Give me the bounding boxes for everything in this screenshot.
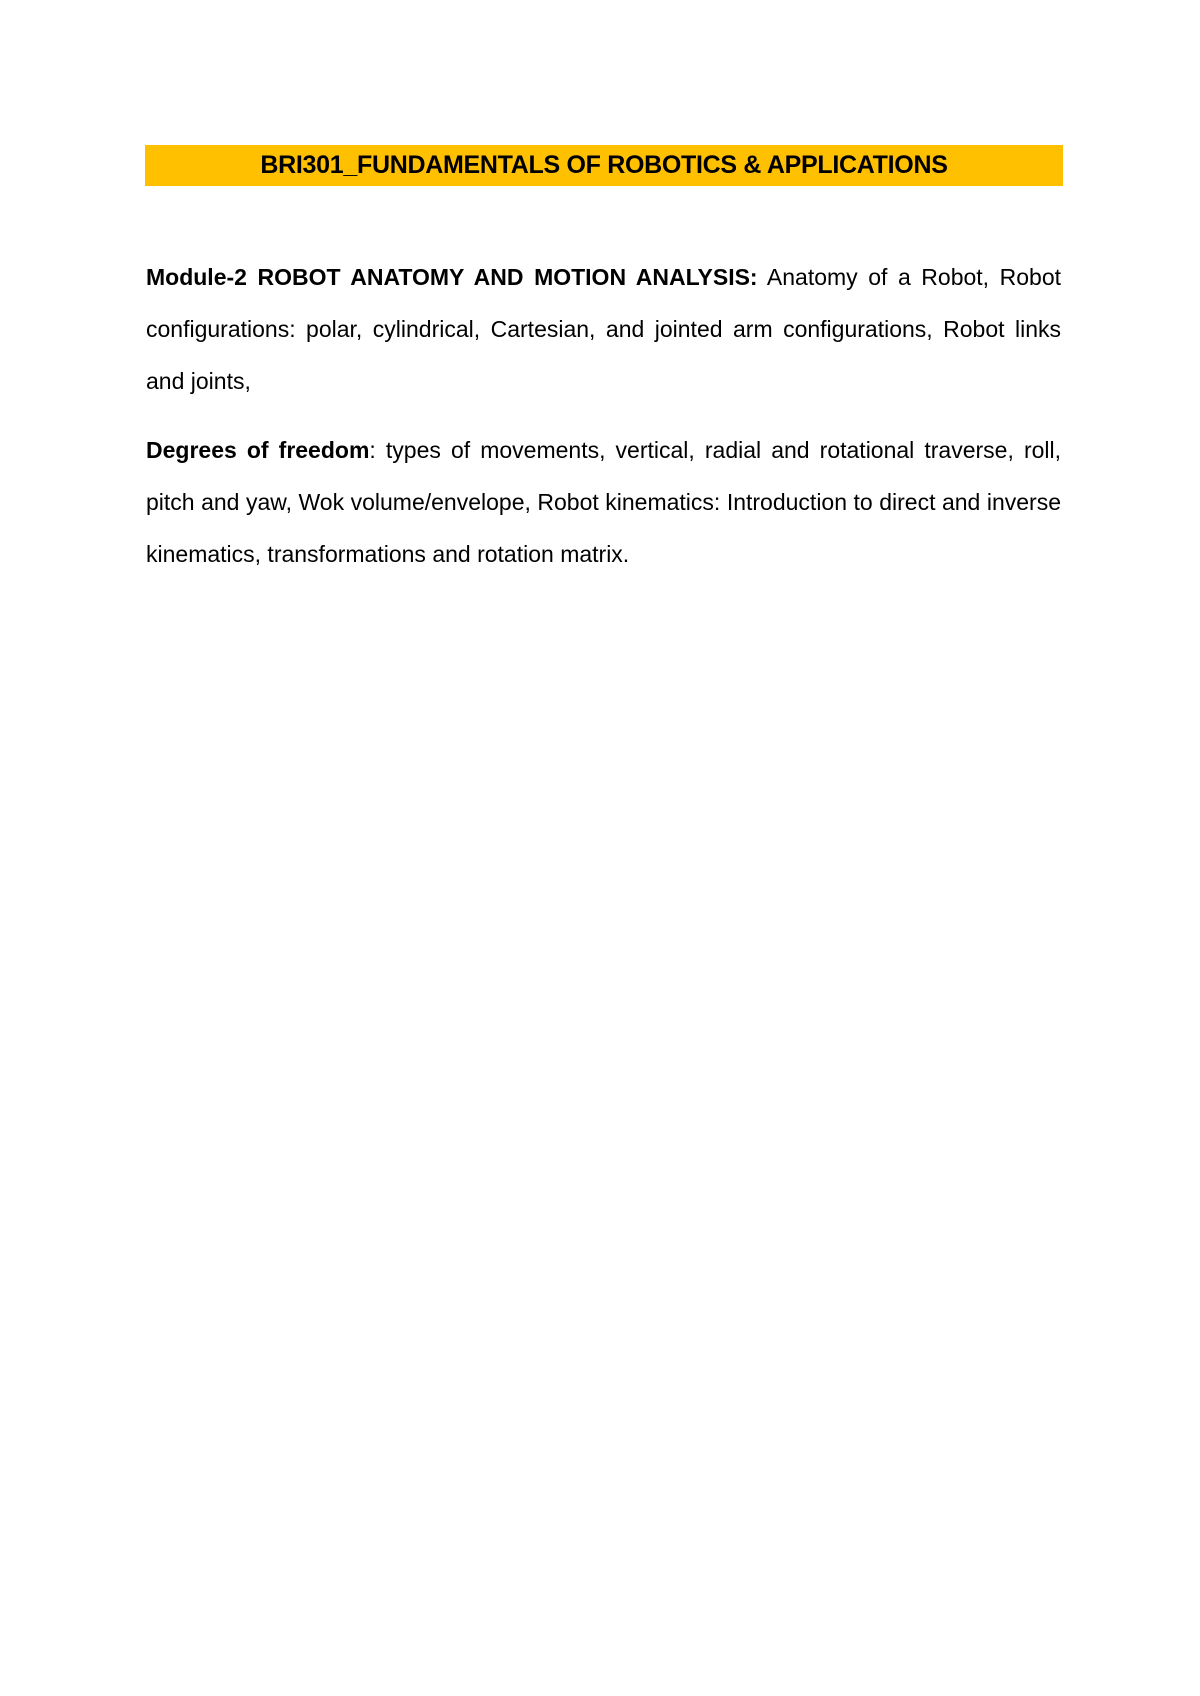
document-title: BRI301_FUNDAMENTALS OF ROBOTICS & APPLICATIONS <box>260 151 948 179</box>
module-heading: Module-2 ROBOT ANATOMY AND MOTION ANALYSIS: <box>146 264 758 290</box>
module-description-paragraph <box>146 251 1061 407</box>
degrees-of-freedom-heading: Degrees of freedom <box>146 437 370 463</box>
degrees-of-freedom-paragraph <box>146 424 1061 580</box>
module-description-text: Anatomy of a Robot, Robot configurations: polar, cylindrical, Cartesian, and jointed arm configurations, Robot links and joints, <box>146 264 1061 394</box>
degrees-of-freedom-text: : types of movements, vertical, radial and rotational traverse, roll, pitch and yaw, Wok volume/envelope, Robot kinematics: Introduction to direct and inverse kinematics, transformations and rotation matrix. <box>146 437 1061 567</box>
title-banner <box>145 145 1063 186</box>
